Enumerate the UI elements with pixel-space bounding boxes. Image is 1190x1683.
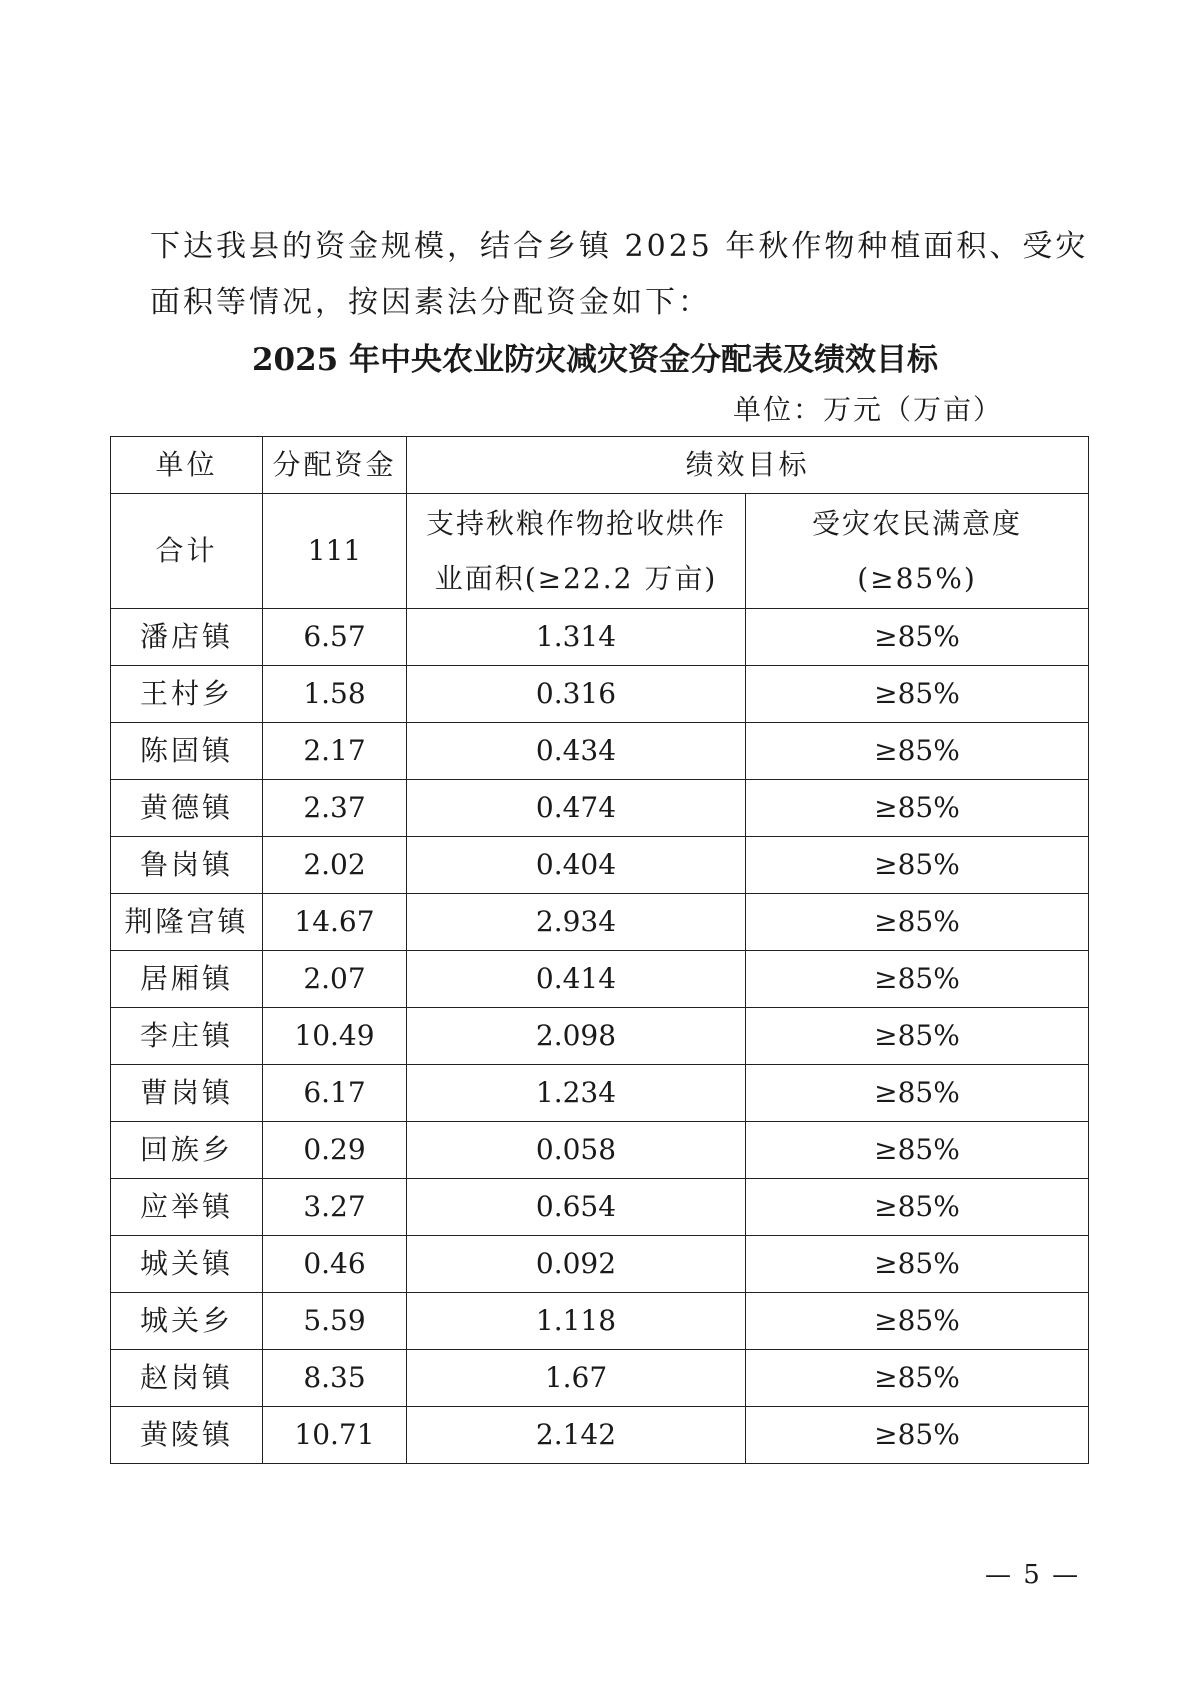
row-satisfaction-cell: ≥85% xyxy=(746,951,1089,1008)
table-row xyxy=(111,780,1089,837)
row-funds-cell: 2.37 xyxy=(263,780,407,837)
page-number: — 5 — xyxy=(985,1560,1081,1590)
row-satisfaction-cell: ≥85% xyxy=(746,1008,1089,1065)
row-area-cell: 2.098 xyxy=(407,1008,746,1065)
table-total-row xyxy=(111,494,1089,609)
row-funds-cell: 0.29 xyxy=(263,1122,407,1179)
row-funds-cell: 2.07 xyxy=(263,951,407,1008)
row-unit-cell: 居厢镇 xyxy=(111,951,263,1008)
row-unit-cell: 李庄镇 xyxy=(111,1008,263,1065)
row-unit-cell: 荆隆宫镇 xyxy=(111,894,263,951)
row-funds-cell: 0.46 xyxy=(263,1236,407,1293)
row-area-cell: 0.434 xyxy=(407,723,746,780)
row-satisfaction-cell: ≥85% xyxy=(746,780,1089,837)
row-funds-cell: 8.35 xyxy=(263,1350,407,1407)
row-area-cell: 0.474 xyxy=(407,780,746,837)
row-area-cell: 0.058 xyxy=(407,1122,746,1179)
row-area-cell: 0.414 xyxy=(407,951,746,1008)
target-area-header: 支持秋粮作物抢收烘作业面积(≥22.2 万亩) xyxy=(407,494,746,609)
row-satisfaction-cell: ≥85% xyxy=(746,837,1089,894)
row-funds-cell: 6.57 xyxy=(263,609,407,666)
row-area-cell: 0.092 xyxy=(407,1236,746,1293)
row-area-cell: 2.142 xyxy=(407,1407,746,1464)
row-unit-cell: 王村乡 xyxy=(111,666,263,723)
row-area-cell: 1.314 xyxy=(407,609,746,666)
unit-note: 单位：万元（万亩） xyxy=(732,393,1003,426)
row-satisfaction-cell: ≥85% xyxy=(746,1122,1089,1179)
intro-paragraph-line-2: 面积等情况，按因素法分配资金如下： xyxy=(150,285,711,320)
row-area-cell: 0.654 xyxy=(407,1179,746,1236)
table-row xyxy=(111,1179,1089,1236)
row-area-cell: 2.934 xyxy=(407,894,746,951)
header-funds: 分配资金 xyxy=(263,437,407,494)
row-funds-cell: 1.58 xyxy=(263,666,407,723)
row-funds-cell: 2.17 xyxy=(263,723,407,780)
table-row xyxy=(111,666,1089,723)
row-area-cell: 0.316 xyxy=(407,666,746,723)
table-row xyxy=(111,1236,1089,1293)
row-unit-cell: 赵岗镇 xyxy=(111,1350,263,1407)
row-satisfaction-cell: ≥85% xyxy=(746,1236,1089,1293)
row-unit-cell: 潘店镇 xyxy=(111,609,263,666)
row-area-cell: 0.404 xyxy=(407,837,746,894)
row-unit-cell: 城关乡 xyxy=(111,1293,263,1350)
row-unit-cell: 黄德镇 xyxy=(111,780,263,837)
row-funds-cell: 14.67 xyxy=(263,894,407,951)
row-funds-cell: 2.02 xyxy=(263,837,407,894)
table-row xyxy=(111,1122,1089,1179)
table-row xyxy=(111,1008,1089,1065)
row-unit-cell: 鲁岗镇 xyxy=(111,837,263,894)
row-satisfaction-cell: ≥85% xyxy=(746,894,1089,951)
row-satisfaction-cell: ≥85% xyxy=(746,723,1089,780)
table-header-row xyxy=(111,437,1089,494)
row-satisfaction-cell: ≥85% xyxy=(746,1293,1089,1350)
total-funds: 111 xyxy=(263,494,407,609)
row-satisfaction-cell: ≥85% xyxy=(746,666,1089,723)
row-funds-cell: 5.59 xyxy=(263,1293,407,1350)
row-unit-cell: 曹岗镇 xyxy=(111,1065,263,1122)
header-unit: 单位 xyxy=(111,437,263,494)
total-label: 合计 xyxy=(111,494,263,609)
table-row xyxy=(111,609,1089,666)
table-row xyxy=(111,1350,1089,1407)
header-performance: 绩效目标 xyxy=(407,437,1089,494)
row-satisfaction-cell: ≥85% xyxy=(746,1179,1089,1236)
row-unit-cell: 陈固镇 xyxy=(111,723,263,780)
row-unit-cell: 应举镇 xyxy=(111,1179,263,1236)
row-unit-cell: 回族乡 xyxy=(111,1122,263,1179)
row-area-cell: 1.67 xyxy=(407,1350,746,1407)
table-row xyxy=(111,837,1089,894)
row-satisfaction-cell: ≥85% xyxy=(746,609,1089,666)
row-funds-cell: 10.71 xyxy=(263,1407,407,1464)
allocation-table xyxy=(110,436,1089,1464)
target-satisfaction-header: 受灾农民满意度(≥85%) xyxy=(746,494,1089,609)
table-row xyxy=(111,1407,1089,1464)
row-funds-cell: 3.27 xyxy=(263,1179,407,1236)
row-satisfaction-cell: ≥85% xyxy=(746,1407,1089,1464)
table-row xyxy=(111,951,1089,1008)
row-area-cell: 1.234 xyxy=(407,1065,746,1122)
row-area-cell: 1.118 xyxy=(407,1293,746,1350)
row-satisfaction-cell: ≥85% xyxy=(746,1065,1089,1122)
table-row xyxy=(111,894,1089,951)
row-satisfaction-cell: ≥85% xyxy=(746,1350,1089,1407)
table-title: 2025 年中央农业防灾减灾资金分配表及绩效目标 xyxy=(251,342,939,378)
row-unit-cell: 城关镇 xyxy=(111,1236,263,1293)
row-unit-cell: 黄陵镇 xyxy=(111,1407,263,1464)
table-row xyxy=(111,723,1089,780)
table-row xyxy=(111,1065,1089,1122)
row-funds-cell: 10.49 xyxy=(263,1008,407,1065)
row-funds-cell: 6.17 xyxy=(263,1065,407,1122)
intro-paragraph-line-1: 下达我县的资金规模，结合乡镇 2025 年秋作物种植面积、受灾 xyxy=(150,229,1089,264)
table-row xyxy=(111,1293,1089,1350)
